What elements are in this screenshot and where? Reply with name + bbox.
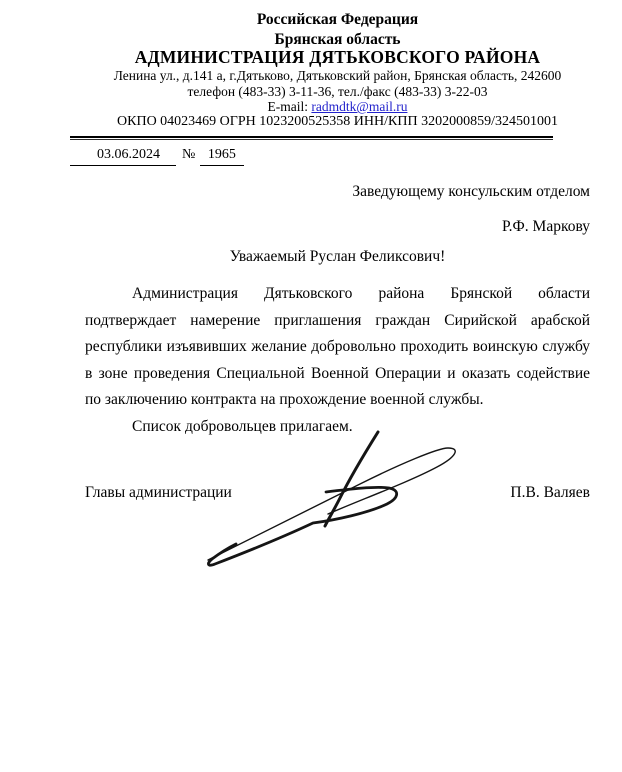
email-link[interactable]: radmdtk@mail.ru (311, 99, 408, 114)
reference-line (70, 146, 244, 166)
recipient-block (85, 182, 590, 237)
letterhead-organization: АДМИНИСТРАЦИЯ ДЯТЬКОВСКОГО РАЙОНА (134, 47, 541, 67)
letter-body (85, 281, 590, 441)
number-sign: № (182, 147, 196, 162)
recipient-position: Заведующему консульским отделом (352, 183, 590, 200)
email-label: E-mail: (267, 99, 312, 114)
letterhead-country: Российская Федерация (256, 11, 419, 28)
letterhead-divider-rule (70, 136, 553, 140)
body-paragraph-2: Список добровольцев прилагаем. (132, 417, 353, 435)
letterhead-email-line (85, 99, 590, 114)
recipient-name: Р.Ф. Маркову (502, 218, 590, 235)
letterhead-codes: ОКПО 04023469 ОГРН 1023200525358 ИНН/КПП 3202000859/324501001 (117, 114, 558, 129)
signer-name: П.В. Валяев (510, 484, 590, 501)
signer-position-title: Главы администрации (85, 484, 232, 501)
letter-date: 03.06.2024 (70, 146, 176, 166)
salutation: Уважаемый Руслан Феликсович! (229, 248, 446, 265)
letterhead-region: Брянская область (274, 31, 401, 48)
letter-number: 1965 (200, 146, 244, 166)
body-paragraph-1: Администрация Дятьковского района Брянской области подтверждает намерение приглашения граждан Сирийской арабской республики изъявивших желание добровольно проходить воинскую службу в зоне проведения Специальной Военной Операции и оказать содействие по заключению контракта на прохождение военной службы. (85, 285, 590, 409)
letterhead-address: Ленина ул., д.141 а, г.Дятьково, Дятьковский район, Брянская область, 242600 (113, 68, 562, 83)
letterhead (85, 9, 590, 130)
letterhead-phone: телефон (483-33) 3-11-36, тел./факс (483-33) 3-22-03 (187, 84, 488, 99)
